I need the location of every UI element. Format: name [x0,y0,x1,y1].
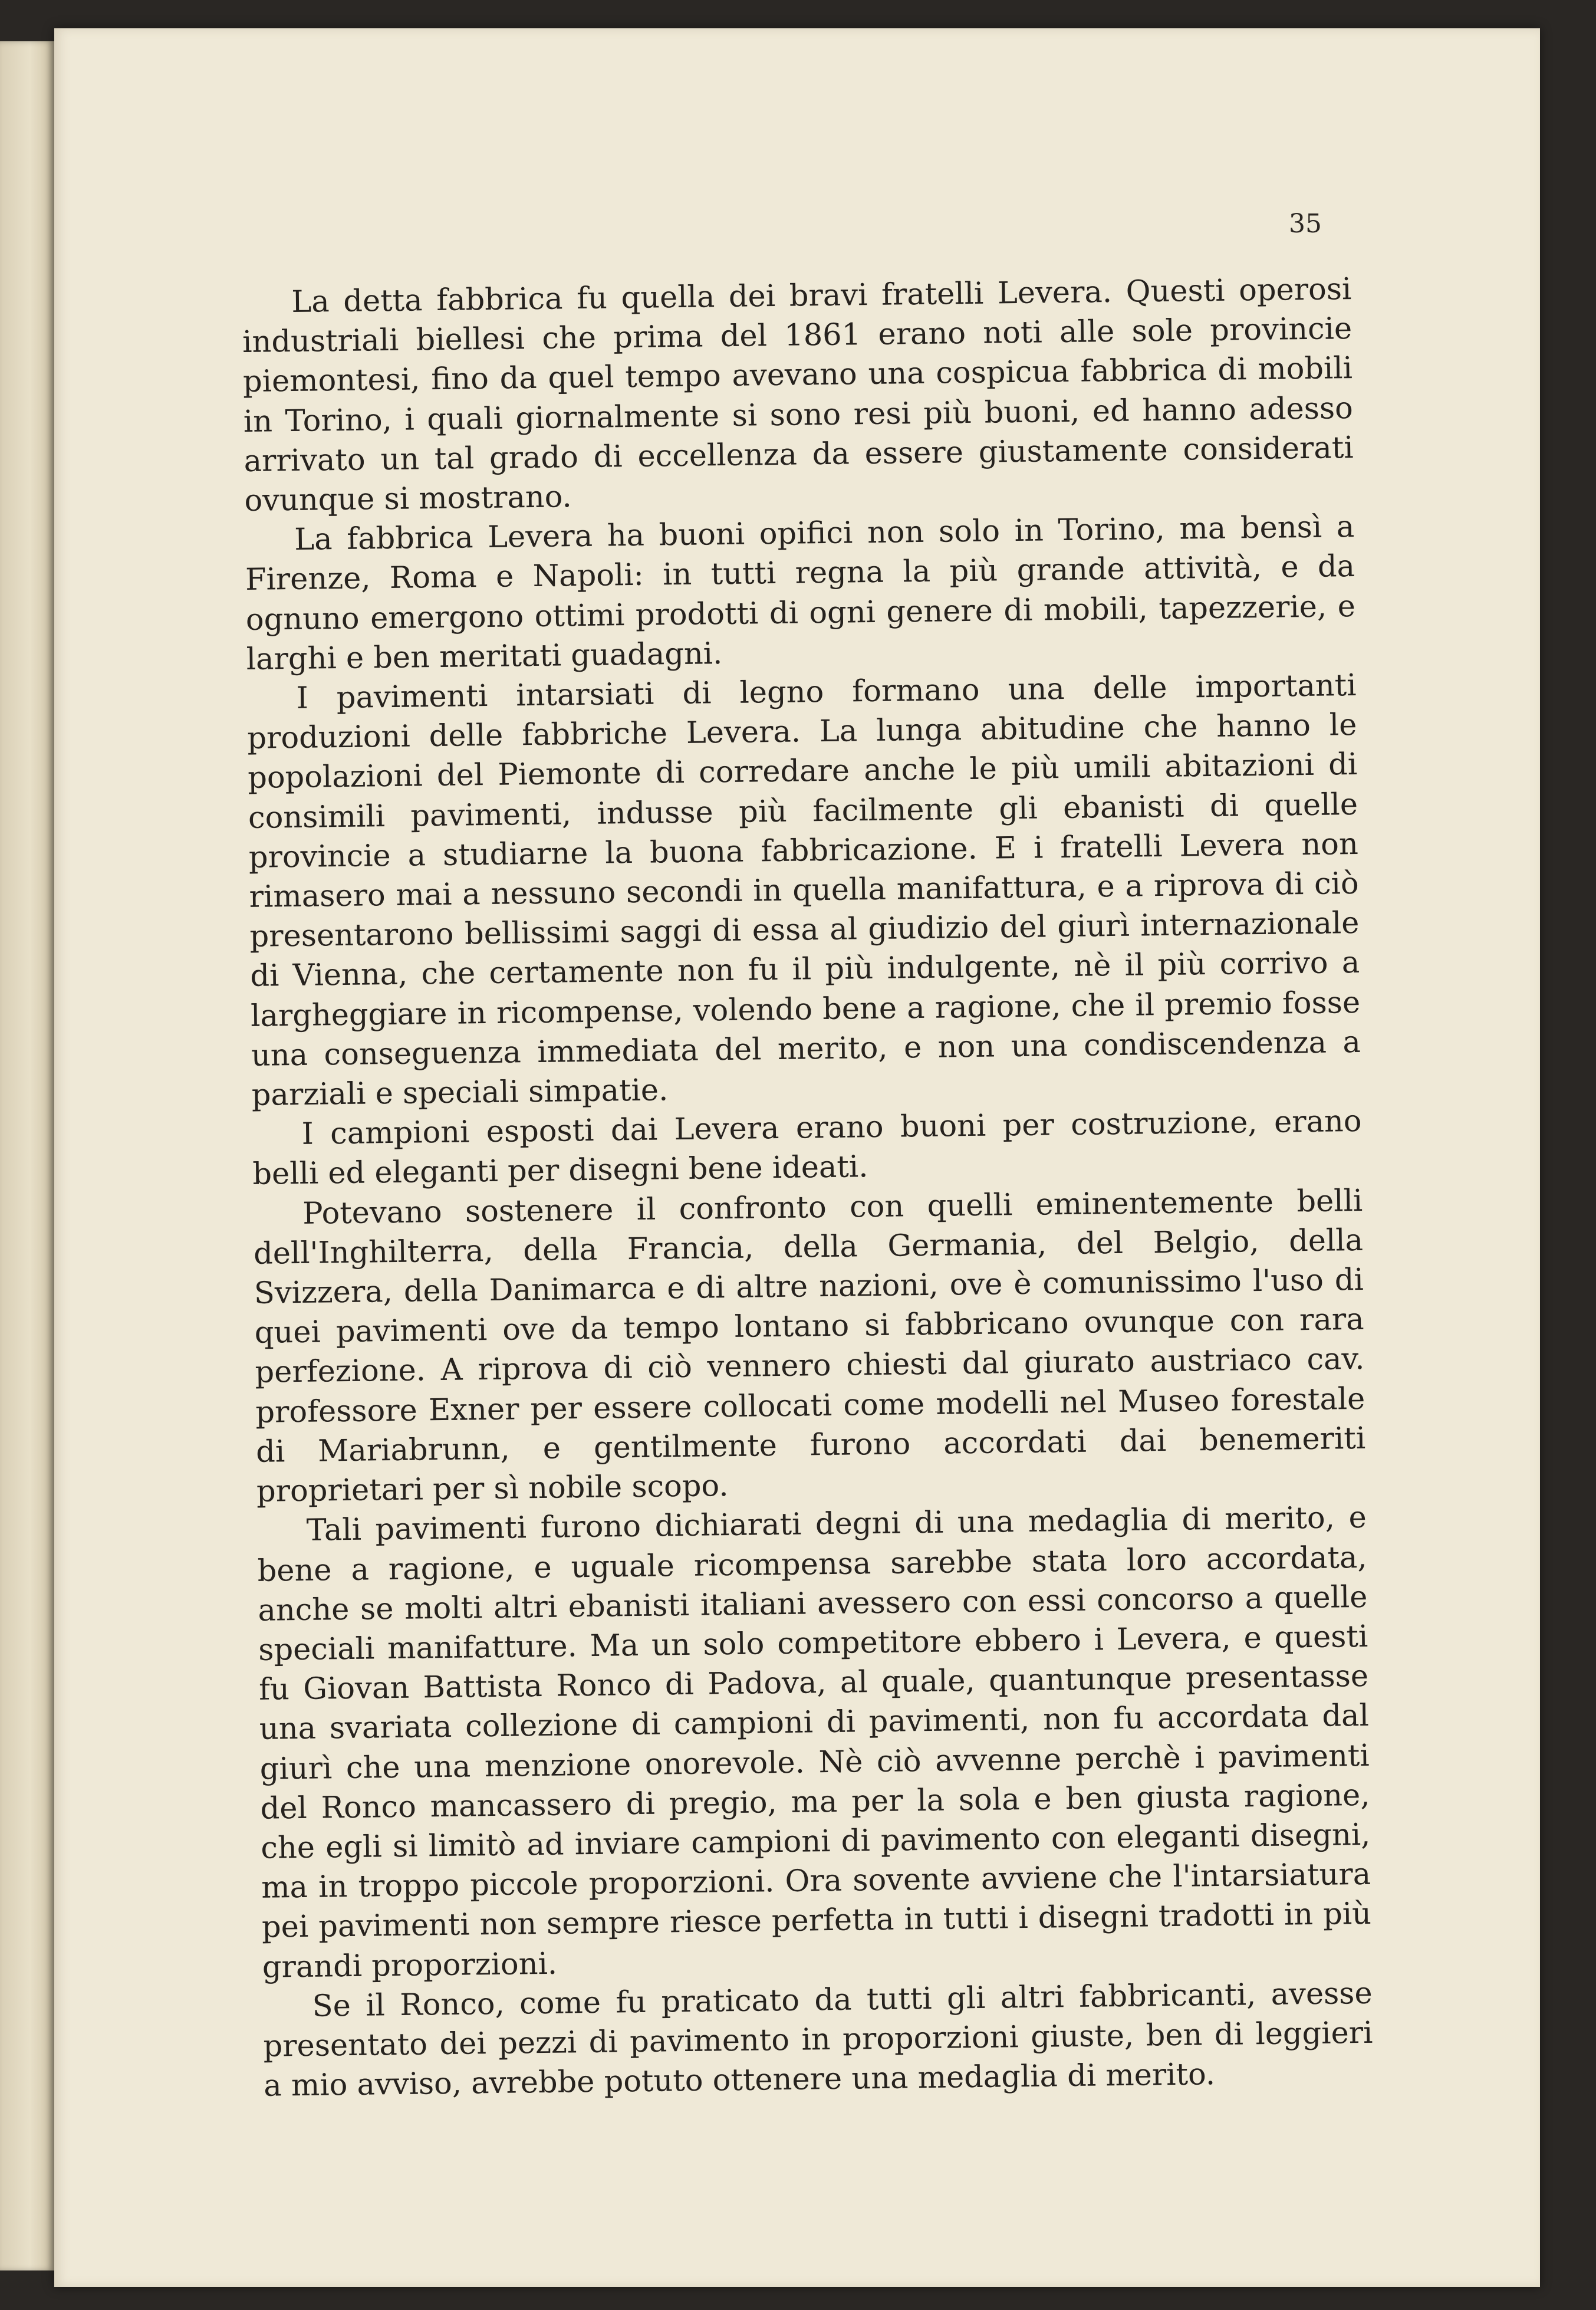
paragraph: I pavimenti intarsiati di legno formano una delle importanti produzioni delle fabbriche Levera. La lunga abitudine che hanno le popolazioni del Piemonte di corredare anche le più umili abitazioni di consimili pavimenti, indusse più facilmente gli ebanisti di quelle provincie a studiarne la buona fabbricazione. E i fratelli Levera non rimasero mai a nessuno secondi in quella manifattura, e a riprova di ciò presentarono bellissimi saggi di essa al giudizio del giurì internazionale di Vienna, che certamente non fu il più indulgente, nè il più corrivo a largheggiare in ricompense, volendo bene a ragione, che il premio fosse una conseguenza immediata del merito, e non una condiscendenza a parziali e speciali simpatie. [247,668,1361,1113]
paragraph: Potevano sostenere il confronto con quelli eminentemente belli dell'Inghilterra, della Francia, della Germania, del Belgio, della Svizzera, della Danimarca e di altre nazioni, ove è comunissimo l'uso di quei pavimenti ove da tempo lontano si fabbricano ovunque con rara perfezione. A riprova di ciò vennero chiesti dal giurato austriaco cav. professore Exner per essere collocati come modelli nel Museo forestale di Mariabrunn, e gentilmente furono accordati dai benemeriti proprietari per sì nobile scopo. [253,1183,1366,1509]
paragraph: Tali pavimenti furono dichiarati degni di una medaglia di merito, e bene a ragione, e uguale ricompensa sarebbe stata loro accordata, anche se molti altri ebanisti italiani avessero con essi concorso a quelle speciali manifatture. Ma un solo competitore ebbero i Levera, e questi fu Giovan Battista Ronco di Padova, al quale, quantunque presentasse una svariata collezione di campioni di pavimenti, non fu accordata dal giurì che una menzione onorevole. Nè ciò avvenne perchè i pavimenti del Ronco mancassero di pregio, ma per la sola e ben giusta ragione, che egli si limitò ad inviare campioni di pavimento con eleganti disegni, ma in troppo piccole proporzioni. Ora sovente avviene che l'intarsiatura pei pavimenti non sempre riesce perfetta in tutti i disegni tradotti in più grandi proporzioni. [257,1500,1372,1985]
paragraph: La detta fabbrica fu quella dei bravi fratelli Levera. Questi operosi industriali biellesi che prima del 1861 erano noti alle sole provincie piemontesi, fino da quel tempo avevano una cospicua fabbrica di mobili in Torino, i quali giornalmente si sono resi più buoni, ed hanno adesso arrivato un tal grado di eccellenza da essere giustamente considerati ovunque si mostrano. [242,272,1354,518]
book-page [54,28,1540,2287]
body-text [242,270,1374,2106]
page-number: 35 [1289,209,1322,239]
paragraph: Se il Ronco, come fu praticato da tutti gli altri fabbricanti, avesse presentato dei pezzi di pavimento in proporzioni giuste, ben di leggieri a mio avviso, avrebbe potuto ottenere una medaglia di merito. [263,1976,1373,2104]
facing-page-edge [0,41,54,2270]
paragraph: I campioni esposti dai Levera erano buoni per costruzione, erano belli ed eleganti per disegni bene ideati. [252,1104,1362,1192]
paragraph: La fabbrica Levera ha buoni opifici non solo in Torino, ma bensì a Firenze, Roma e Napoli: in tutti regna la più grande attività, e da ognuno emergono ottimi prodotti di ogni genere di mobili, tapezzerie, e larghi e ben meritati guadagni. [245,510,1356,677]
